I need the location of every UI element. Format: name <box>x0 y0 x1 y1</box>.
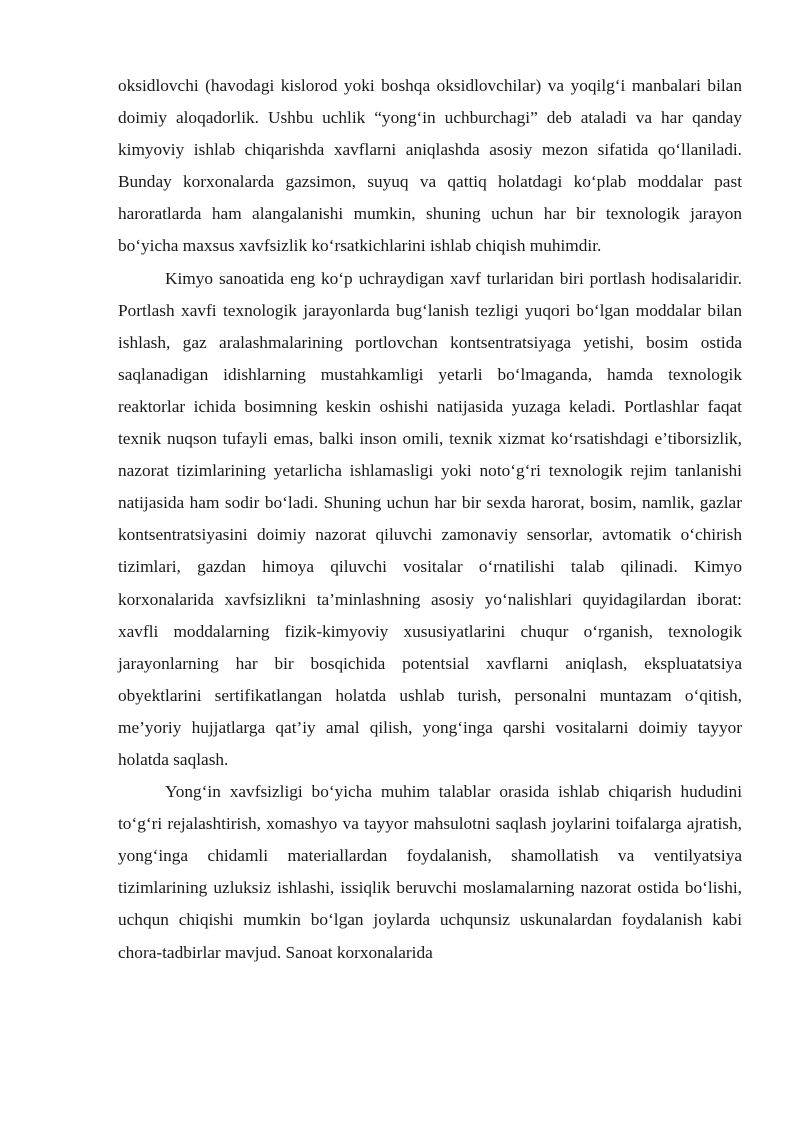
paragraph-continuation: oksidlovchi (havodagi kislorod yoki boshqa oksidlovchilar) va yoqilg‘i manbalari bilan doimiy aloqadorlik. Ushbu uchlik “yong‘in uchburchagi” deb ataladi va har qanday kimyoviy ishlab chiqarishda xavflarni aniqlashda asosiy mezon sifatida qo‘llaniladi. Bunday korxonalarda gazsimon, suyuq va qattiq holatdagi ko‘plab moddalar past haroratlarda ham alangalanishi mumkin, shuning uchun har bir texnologik jarayon bo‘yicha maxsus xavfsizlik ko‘rsatkichlarini ishlab chiqish muhimdir. <box>118 76 742 256</box>
paragraph-explosion-hazards: Kimyo sanoatida eng ko‘p uchraydigan xavf turlaridan biri portlash hodisalaridir. Portlash xavfi texnologik jarayonlarda bug‘lanish tezligi yuqori bo‘lgan moddalar bilan ishlash, gaz aralashmalarining portlovchan kontsentratsiyaga yetishi, bosim ostida saqlanadigan idishlarning mustahkamligi yetarli bo‘lmaganda, hamda texnologik reaktorlar ichida bosimning keskin oshishi natijasida yuzaga keladi. Portlashlar faqat texnik nuqson tufayli emas, balki inson omili, texnik xizmat ko‘rsatishdagi e’tiborsizlik, nazorat tizimlarining yetarlicha ishlamasligi yoki noto‘g‘ri texnologik rejim tanlanishi natijasida ham sodir bo‘ladi. Shuning uchun har bir sexda harorat, bosim, namlik, gazlar kontsentratsiyasini doimiy nazorat qiluvchi zamonaviy sensorlar, avtomatik o‘chirish tizimlari, gazdan himoya qiluvchi vositalar o‘rnatilishi talab qilinadi. Kimyo korxonalarida xavfsizlikni ta’minlashning asosiy yo‘nalishlari quyidagilardan iborat: xavfli moddalarning fizik-kimyoviy xususiyatlarini chuqur o‘rganish, texnologik jarayonlarning har bir bosqichida potentsial xavflarni aniqlash, ekspluatatsiya obyektlarini sertifikatlangan holatda ushlab turish, personalni muntazam o‘qitish, me’yoriy hujjatlarga qat’iy amal qilish, yong‘inga qarshi vositalarni doimiy tayyor holatda saqlash. <box>118 268 742 769</box>
body-text <box>118 70 742 969</box>
paragraph-fire-safety: Yong‘in xavfsizligi bo‘yicha muhim talablar orasida ishlab chiqarish hududini to‘g‘ri rejalashtirish, xomashyo va tayyor mahsulotni saqlash joylarini toifalarga ajratish, yong‘inga chidamli materiallardan foydalanish, shamollatish va ventilyatsiya tizimlarining uzluksiz ishlashi, issiqlik beruvchi moslamalarning nazorat ostida bo‘lishi, uchqun chiqishi mumkin bo‘lgan joylarda uchqunsiz uskunalardan foydalanish kabi chora-tadbirlar mavjud. Sanoat korxonalarida <box>118 782 742 962</box>
